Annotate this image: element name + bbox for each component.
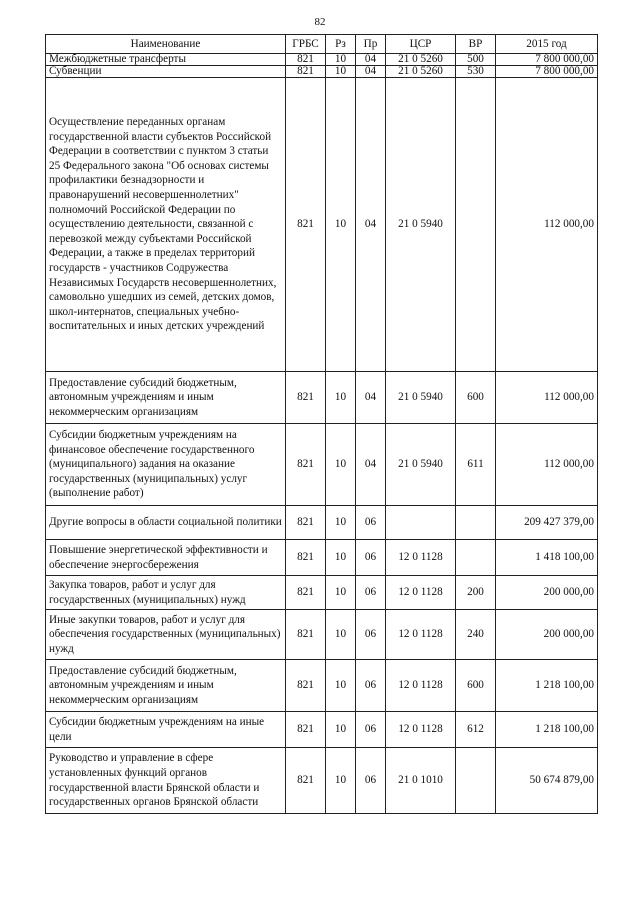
row-grbs: 821 (286, 66, 326, 78)
header-name: Наименование (46, 35, 286, 54)
table-row (46, 78, 598, 372)
header-vr: ВР (456, 35, 496, 54)
table-row (46, 610, 598, 660)
row-amount: 7 800 000,00 (496, 66, 598, 78)
row-pr: 04 (356, 78, 386, 372)
header-rz: Рз (326, 35, 356, 54)
header-csr: ЦСР (386, 35, 456, 54)
row-name: Руководство и управление в сфере установленных функций органов государственной власти Брянской области и государственных органов Брянской области (46, 748, 286, 814)
row-rz: 10 (326, 78, 356, 372)
row-grbs: 821 (286, 540, 326, 576)
row-vr (456, 78, 496, 372)
row-rz: 10 (326, 506, 356, 540)
row-amount: 112 000,00 (496, 372, 598, 424)
row-amount: 1 218 100,00 (496, 660, 598, 712)
row-vr (456, 506, 496, 540)
table-header-row (46, 35, 598, 54)
table-row (46, 66, 598, 78)
row-name: Субсидии бюджетным учреждениям на иные цели (46, 712, 286, 748)
row-name: Субвенции (46, 66, 286, 78)
row-pr: 06 (356, 712, 386, 748)
row-grbs: 821 (286, 372, 326, 424)
row-amount: 1 418 100,00 (496, 540, 598, 576)
row-rz: 10 (326, 748, 356, 814)
row-name: Межбюджетные трансферты (46, 54, 286, 66)
row-vr: 530 (456, 66, 496, 78)
row-rz: 10 (326, 610, 356, 660)
row-vr (456, 540, 496, 576)
row-rz: 10 (326, 66, 356, 78)
row-vr: 200 (456, 576, 496, 610)
row-name: Предоставление субсидий бюджетным, автономным учреждениям и иным некоммерческим организациям (46, 372, 286, 424)
row-csr: 21 0 1010 (386, 748, 456, 814)
row-csr: 21 0 5940 (386, 372, 456, 424)
row-amount: 200 000,00 (496, 610, 598, 660)
row-pr: 06 (356, 660, 386, 712)
row-grbs: 821 (286, 712, 326, 748)
row-pr: 06 (356, 610, 386, 660)
table-row (46, 424, 598, 506)
row-amount: 200 000,00 (496, 576, 598, 610)
row-rz: 10 (326, 372, 356, 424)
row-grbs: 821 (286, 424, 326, 506)
row-rz: 10 (326, 712, 356, 748)
row-name: Иные закупки товаров, работ и услуг для обеспечения государственных (муниципальных) нужд (46, 610, 286, 660)
row-grbs: 821 (286, 78, 326, 372)
row-rz: 10 (326, 540, 356, 576)
row-name: Повышение энергетической эффективности и обеспечение энергосбережения (46, 540, 286, 576)
row-name: Предоставление субсидий бюджетным, автономным учреждениям и иным некоммерческим организациям (46, 660, 286, 712)
row-grbs: 821 (286, 748, 326, 814)
row-rz: 10 (326, 424, 356, 506)
row-csr: 21 0 5940 (386, 424, 456, 506)
row-csr (386, 506, 456, 540)
row-csr: 12 0 1128 (386, 660, 456, 712)
row-vr: 500 (456, 54, 496, 66)
row-name: Другие вопросы в области социальной политики (46, 506, 286, 540)
table-row (46, 540, 598, 576)
table-row (46, 576, 598, 610)
row-amount: 209 427 379,00 (496, 506, 598, 540)
row-pr: 04 (356, 424, 386, 506)
table-row (46, 372, 598, 424)
row-pr: 06 (356, 506, 386, 540)
row-amount: 50 674 879,00 (496, 748, 598, 814)
table-row (46, 748, 598, 814)
table-row (46, 54, 598, 66)
row-pr: 04 (356, 372, 386, 424)
row-rz: 10 (326, 660, 356, 712)
row-name: Осуществление переданных органам государственной власти субъектов Российской Федерации в соответствии с пунктом 3 статьи 25 Федерального закона "Об основах системы профилактики безнадзорности и правонарушений несовершеннолетних" полномочий Российской Федерации по осуществлению деятельности, связанной с перевозкой между субъектами Российской Федерации, а также в пределах территорий государств - участников Содружества Независимых Государств несовершеннолетних, самовольно ушедших из семей, детских домов, школ-интернатов, специальных учебно-воспитательных и иных детских учреждений (46, 78, 286, 372)
row-grbs: 821 (286, 506, 326, 540)
row-amount: 112 000,00 (496, 424, 598, 506)
row-csr: 21 0 5940 (386, 78, 456, 372)
table-row (46, 506, 598, 540)
table-row (46, 660, 598, 712)
row-vr: 600 (456, 660, 496, 712)
row-csr: 12 0 1128 (386, 576, 456, 610)
row-vr: 600 (456, 372, 496, 424)
row-grbs: 821 (286, 610, 326, 660)
row-name: Закупка товаров, работ и услуг для государственных (муниципальных) нужд (46, 576, 286, 610)
table-row (46, 712, 598, 748)
row-vr (456, 748, 496, 814)
row-amount: 7 800 000,00 (496, 54, 598, 66)
row-vr: 240 (456, 610, 496, 660)
row-grbs: 821 (286, 54, 326, 66)
row-csr: 21 0 5260 (386, 54, 456, 66)
header-grbs: ГРБС (286, 35, 326, 54)
budget-table (45, 34, 598, 814)
row-rz: 10 (326, 576, 356, 610)
header-pr: Пр (356, 35, 386, 54)
row-csr: 12 0 1128 (386, 610, 456, 660)
row-rz: 10 (326, 54, 356, 66)
row-csr: 21 0 5260 (386, 66, 456, 78)
row-amount: 112 000,00 (496, 78, 598, 372)
row-csr: 12 0 1128 (386, 540, 456, 576)
row-pr: 04 (356, 66, 386, 78)
row-pr: 06 (356, 540, 386, 576)
row-grbs: 821 (286, 660, 326, 712)
row-csr: 12 0 1128 (386, 712, 456, 748)
row-grbs: 821 (286, 576, 326, 610)
row-amount: 1 218 100,00 (496, 712, 598, 748)
row-name: Субсидии бюджетным учреждениям на финансовое обеспечение государственного (муниципального) задания на оказание государственных (муниципальных) услуг (выполнение работ) (46, 424, 286, 506)
row-pr: 06 (356, 748, 386, 814)
row-pr: 04 (356, 54, 386, 66)
row-pr: 06 (356, 576, 386, 610)
header-year: 2015 год (496, 35, 598, 54)
page-number: 82 (314, 16, 326, 28)
row-vr: 611 (456, 424, 496, 506)
row-vr: 612 (456, 712, 496, 748)
